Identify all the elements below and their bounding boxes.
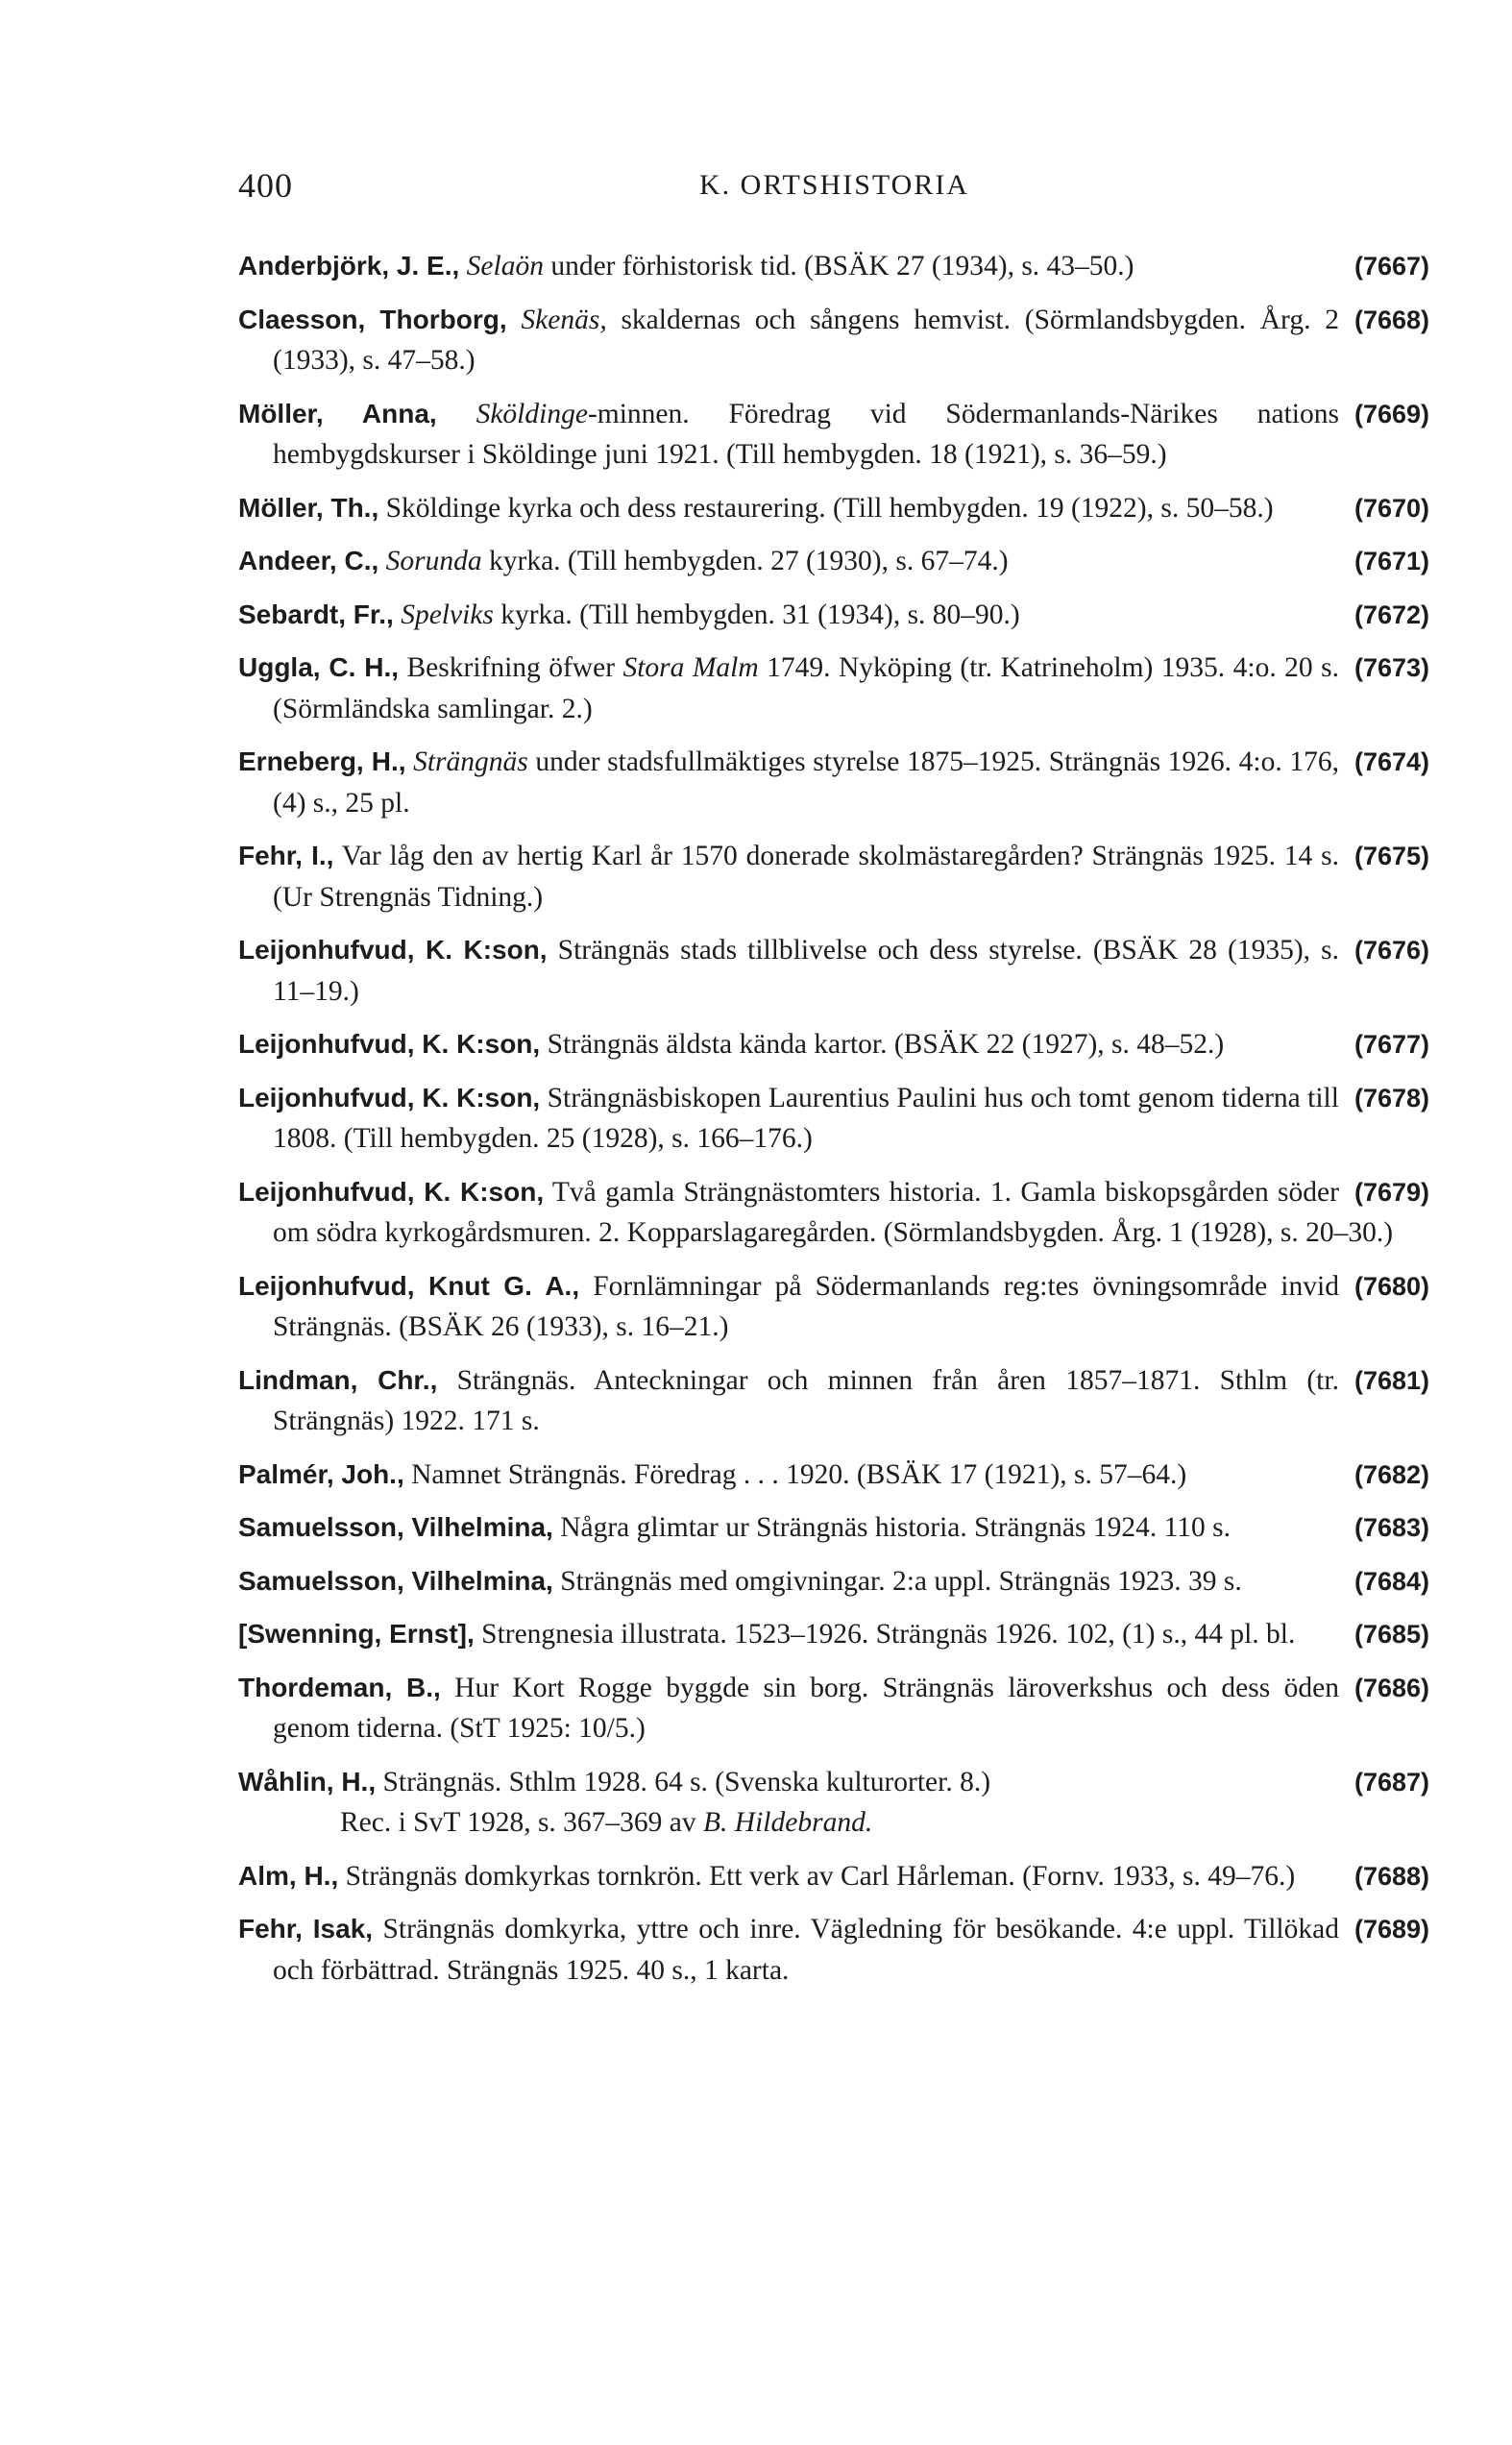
entry-text: under förhistorisk tid. (BSÄK 27 (1934), s. 43–50.) [543,251,1134,281]
entry-author: Leijonhufvud, K. K:son, [238,1029,541,1059]
document-page [238,165,1429,2003]
bibliography-entry [238,1507,1429,1549]
entry-author: [Swenning, Ernst], [238,1619,475,1649]
bibliography-entry [238,1762,1429,1844]
entry-number: (7668) [1353,305,1429,334]
entry-author: Alm, H., [238,1860,339,1891]
entry-number: (7683) [1353,1513,1429,1542]
entry-text: Några glimtar ur Strängnäs historia. Strängnäs 1924. 110 s. [552,1512,1231,1543]
entry-text: Två gamla Strängnästomters historia. 1. Gamla biskopsgården söder om södra kyrkogårdsmuren. 2. Kopparslagaregården. (Sörmlandsbygden. Årg. 1 (1928), s. 20–30.) [273,1176,1394,1248]
bibliography-entry [238,1078,1429,1160]
entry-text: Fornlämningar på Södermanlands reg:tes övningsområde invid Strängnäs. (BSÄK 26 (1933), s. 16–21.) [273,1270,1339,1342]
entry-text: Strängnäs. Anteckningar och minnen från åren 1857–1871. Sthlm (tr. Strängnäs) 1922. 171 s. [273,1364,1339,1436]
bibliography-entry [238,1455,1429,1496]
entry-text: Strängnäs äldsta kända kartor. (BSÄK 22 (1927), s. 48–52.) [540,1029,1225,1060]
entry-author: Claesson, Thorborg, [238,304,507,334]
entry-text: Strängnäs stads tillblivelse och dess styrelse. (BSÄK 28 (1935), s. 11–19.) [273,935,1339,1007]
bibliography-entry [238,595,1429,636]
review-note-author: B. Hildebrand. [703,1807,873,1838]
bibliography-entry [238,1024,1429,1065]
bibliography-entry [238,1856,1429,1897]
entry-author: Leijonhufvud, K. K:son, [238,1082,541,1112]
entry-text: Strängnäs domkyrkas tornkrön. Ett verk av Carl Hårleman. (Fornv. 1933, s. 49–76.) [338,1860,1296,1892]
bibliography-entry [238,1172,1429,1254]
entry-number: (7676) [1353,936,1429,965]
entry-number: (7667) [1353,252,1429,281]
entry-title: Strängnäs [413,746,528,777]
entry-number: (7679) [1353,1177,1429,1207]
bibliography-list [238,246,1429,1991]
entry-author: Samuelsson, Vilhelmina, [238,1565,553,1596]
entry-author: Andeer, C., [238,546,379,575]
entry-text: Strängnäs. Sthlm 1928. 64 s. (Svenska kulturorter. 8.) [376,1766,991,1797]
entry-author: Leijonhufvud, K. K:son, [238,935,548,965]
bibliography-entry [238,1266,1429,1348]
entry-number: (7689) [1353,1915,1429,1944]
entry-text: skaldernas och sångens hemvist. (Sörmlandsbygden. Årg. 2 (1933), s. 47–58.) [273,304,1339,376]
entry-number: (7687) [1353,1767,1429,1797]
bibliography-entry [238,300,1429,381]
entry-text: Sköldinge kyrka och dess restaurering. (Till hembygden. 19 (1922), s. 50–58.) [378,492,1274,524]
entry-number: (7681) [1353,1365,1429,1395]
bibliography-entry [238,648,1429,729]
entry-author: Uggla, C. H., [238,652,400,682]
entry-text: Strängnäsbiskopen Laurentius Paulini hus och tomt genom tiderna till 1808. (Till hembygden. 25 (1928), s. 166–176.) [273,1082,1339,1154]
entry-text: kyrka. (Till hembygden. 27 (1930), s. 67–74.) [481,546,1009,576]
entry-title: Sköldinge [476,398,588,429]
entry-text: Var låg den av hertig Karl år 1570 donerade skolmästaregården? Strängnäs 1925. 14 s. (Ur Strengnäs Tidning.) [273,841,1339,913]
entry-title: Spelviks [401,599,494,630]
entry-author: Fehr, I., [238,841,334,870]
bibliography-entry [238,1614,1429,1655]
bibliography-entry [238,1360,1429,1442]
page-number: 400 [238,166,293,205]
bibliography-entry [238,394,1429,476]
entry-number: (7684) [1353,1566,1429,1596]
entry-number: (7677) [1353,1030,1429,1059]
section-title: K. ORTSHISTORIA [699,169,970,201]
running-head [238,165,1429,217]
entry-number: (7685) [1353,1620,1429,1649]
entry-number: (7673) [1353,653,1429,682]
entry-number: (7674) [1353,747,1429,776]
entry-number: (7686) [1353,1673,1429,1702]
entry-title: Skenäs, [521,304,607,335]
bibliography-entry [238,836,1429,917]
entry-author: Möller, Th., [238,492,379,523]
review-note-text: Rec. i SvT 1928, s. 367–369 av [340,1807,704,1838]
entry-number: (7688) [1353,1861,1429,1891]
entry-number: (7680) [1353,1271,1429,1301]
entry-text-continued: 1749. Nyköping (tr. Katrineholm) 1935. 4:o. 20 s. (Sörmländska samlingar. 2.) [273,652,1339,724]
entry-title: Sorunda [385,546,482,576]
bibliography-entry [238,742,1429,823]
entry-author: Palmér, Joh., [238,1458,404,1489]
bibliography-entry [238,930,1429,1012]
entry-author: Erneberg, H., [238,746,406,776]
entry-author: Lindman, Chr., [238,1364,438,1395]
entry-number: (7682) [1353,1459,1429,1489]
entry-title: Selaön [466,251,544,281]
entry-number: (7678) [1353,1083,1429,1112]
entry-text: Strängnäs med omgivningar. 2:a uppl. Strängnäs 1923. 39 s. [552,1565,1242,1597]
entry-text: Hur Kort Rogge byggde sin borg. Strängnäs läroverkshus och dess öden genom tiderna. (StT 1925: 10/5.) [273,1672,1339,1744]
bibliography-entry [238,246,1429,287]
entry-author: Anderbjörk, J. E., [238,251,460,281]
entry-number: (7670) [1353,493,1429,523]
entry-author: Fehr, Isak, [238,1914,374,1944]
entry-number: (7671) [1353,547,1429,575]
entry-number: (7672) [1353,599,1429,629]
bibliography-entry [238,541,1429,582]
entry-text: Beskrifning öfwer [399,652,623,683]
entry-text: Strengnesia illustrata. 1523–1926. Strängnäs 1926. 102, (1) s., 44 pl. bl. [474,1619,1296,1650]
entry-text: Namnet Strängnäs. Föredrag . . . 1920. (BSÄK 17 (1921), s. 57–64.) [403,1458,1187,1490]
entry-text: Strängnäs domkyrka, yttre och inre. Vägledning för besökande. 4:e uppl. Tillökad och förbättrad. Strängnäs 1925. 40 s., 1 karta. [273,1914,1339,1986]
entry-author: Thordeman, B., [238,1672,441,1702]
bibliography-entry [238,1909,1429,1991]
entry-title-secondary: Stora Malm [622,652,759,683]
entry-author: Leijonhufvud, Knut G. A., [238,1270,580,1301]
entry-author: Leijonhufvud, K. K:son, [238,1176,545,1207]
entry-author: Samuelsson, Vilhelmina, [238,1512,553,1542]
entry-text: kyrka. (Till hembygden. 31 (1934), s. 80–90.) [493,599,1020,630]
bibliography-entry [238,488,1429,529]
entry-number: (7675) [1353,842,1429,870]
entry-text: -minnen. Föredrag vid Södermanlands-Närikes nations hembygdskurser i Sköldinge juni 1921. (Till hembygden. 18 (1921), s. 36–59.) [273,398,1339,470]
entry-author: Möller, Anna, [238,398,437,428]
entry-text: under stadsfullmäktiges styrelse 1875–1925. Strängnäs 1926. 4:o. 176, (4) s., 25 pl. [273,746,1339,819]
entry-author: Wåhlin, H., [238,1766,377,1797]
bibliography-entry [238,1668,1429,1749]
entry-author: Sebardt, Fr., [238,599,394,629]
bibliography-entry [238,1561,1429,1602]
entry-number: (7669) [1353,399,1429,428]
entry-review-note [273,1802,1429,1844]
